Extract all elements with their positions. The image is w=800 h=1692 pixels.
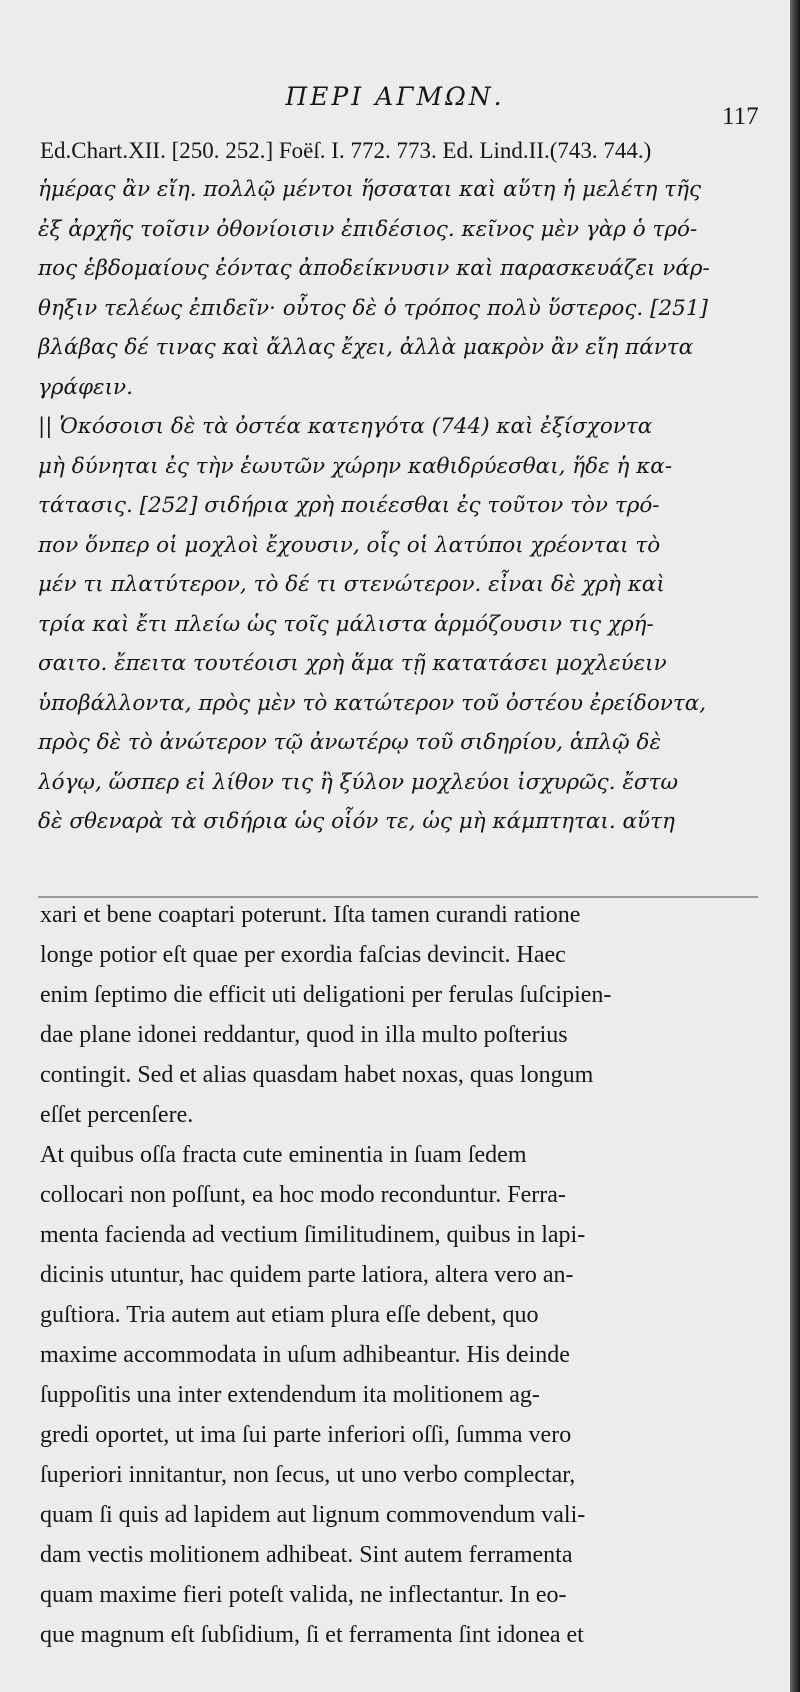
greek-line: ὑποβάλλοντα, πρὸς μὲν τὸ κατώτερον τοῦ ὀστέου ἐρείδοντα, [38,690,707,716]
latin-line: gredi oportet, ut ima ſui parte inferiori oſſi, ſumma vero [40,1422,572,1448]
greek-line: μέν τι πλατύτερον, τὸ δέ τι στενώτερον. εἶναι δὲ χρὴ καὶ [38,572,665,597]
latin-text-block [40,895,762,1655]
greek-line: || Ὁκόσοισι δὲ τὰ ὀστέα κατεηγότα (744) καὶ ἐξίσχοντα [38,414,653,439]
latin-line: ſuperiori innitantur, non ſecus, ut uno verbo complectar, [40,1462,576,1488]
greek-line: τρία καὶ ἔτι πλείω ὡς τοῖς μάλιστα ἁρμόζουσιν τις χρή- [38,611,654,637]
greek-line: τάτασις. [252] σιδήρια χρὴ ποιέεσθαι ἐς τοῦτον τὸν τρό- [38,493,660,518]
latin-line: enim ſeptimo die efficit uti deligationi per ferulas ſuſcipien- [40,982,612,1008]
greek-text-block [38,170,763,842]
latin-line: xari et bene coaptari poterunt. Iſta tamen curandi ratione [40,902,581,928]
latin-line: guſtiora. Tria autem aut etiam plura eſſe debent, quo [40,1302,539,1328]
latin-line: dicinis utuntur, hac quidem parte latiora, altera vero an- [40,1262,574,1288]
greek-line: πος ἑβδομαίους ἐόντας ἀποδείκνυσιν καὶ παρασκευάζει νάρ- [38,256,710,281]
latin-line: collocari non poſſunt, ea hoc modo reconduntur. Ferra- [40,1182,566,1208]
greek-line: μὴ δύνηται ἐς τὴν ἑωυτῶν χώρην καθιδρύεσθαι, ἥδε ἡ κα- [38,453,673,479]
latin-line: dam vectis molitionem adhibeat. Sint autem ferramenta [40,1542,573,1568]
greek-line: βλάβας δέ τινας καὶ ἄλλας ἔχει, ἀλλὰ μακρὸν ἂν εἴη πάντα [38,335,694,360]
latin-line: maxime accommodata in uſum adhibeantur. His deinde [40,1342,570,1368]
greek-line: ἡμέρας ἂν εἴη. πολλῷ μέντοι ἥσσαται καὶ αὕτη ἡ μελέτη τῆς [38,177,702,202]
greek-line: πον ὅνπερ οἱ μοχλοὶ ἔχουσιν, οἷς οἱ λατύποι χρέονται τὸ [38,532,661,558]
greek-line: σαιτο. ἔπειτα τουτέοισι χρὴ ἅμα τῇ κατατάσει μοχλεύειν [38,651,667,676]
latin-line: quam maxime fieri poteſt valida, ne inflectantur. In eo- [40,1582,567,1608]
latin-line: contingit. Sed et alias quasdam habet noxas, quas longum [40,1062,594,1088]
greek-line: ἐξ ἀρχῆς τοῖσιν ὀθονίοισιν ἐπιδέσιος. κεῖνος μὲν γὰρ ὁ τρό- [38,216,698,242]
greek-line: λόγῳ, ὥσπερ εἰ λίθον τις ἢ ξύλον μοχλεύοι ἰσχυρῶς. ἔστω [38,769,679,795]
latin-line: ſuppoſitis una inter extendendum ita molitionem ag- [40,1382,540,1408]
latin-line: dae plane idonei reddantur, quod in illa multo poſterius [40,1022,568,1048]
latin-line: eſſet percenſere. [40,1102,194,1128]
latin-line: At quibus oſſa fracta cute eminentia in ſuam ſedem [40,1142,527,1168]
latin-line: longe potior eſt quae per exordia faſcias devincit. Haec [40,942,566,968]
latin-line: que magnum eſt ſubſidium, ſi et ferramenta ſint idonea et [40,1622,584,1648]
latin-line: quam ſi quis ad lapidem aut lignum commovendum vali- [40,1502,586,1528]
page-edge-shadow [790,0,800,1692]
edition-reference-line: Ed.Chart.XII. [250. 252.] Foëſ. I. 772. 773. Ed. Lind.II.(743. 744.) [40,138,652,163]
page-number: 117 [722,103,759,130]
running-title: ΠΕΡΙ ΑΓΜΩΝ. [285,82,505,111]
greek-line: γράφειν. [38,374,133,400]
greek-line: δὲ σθεναρὰ τὰ σιδήρια ὡς οἷόν τε, ὡς μὴ κάμπτηται. αὕτη [38,809,675,834]
greek-line: θηξιν τελέως ἐπιδεῖν· οὗτος δὲ ὁ τρόπος πολὺ ὕστερος. [251] [38,295,708,321]
latin-line: menta facienda ad vectium ſimilitudinem, quibus in lapi- [40,1222,586,1248]
greek-line: πρὸς δὲ τὸ ἀνώτερον τῷ ἀνωτέρῳ τοῦ σιδηρίου, ἁπλῷ δὲ [38,730,661,755]
